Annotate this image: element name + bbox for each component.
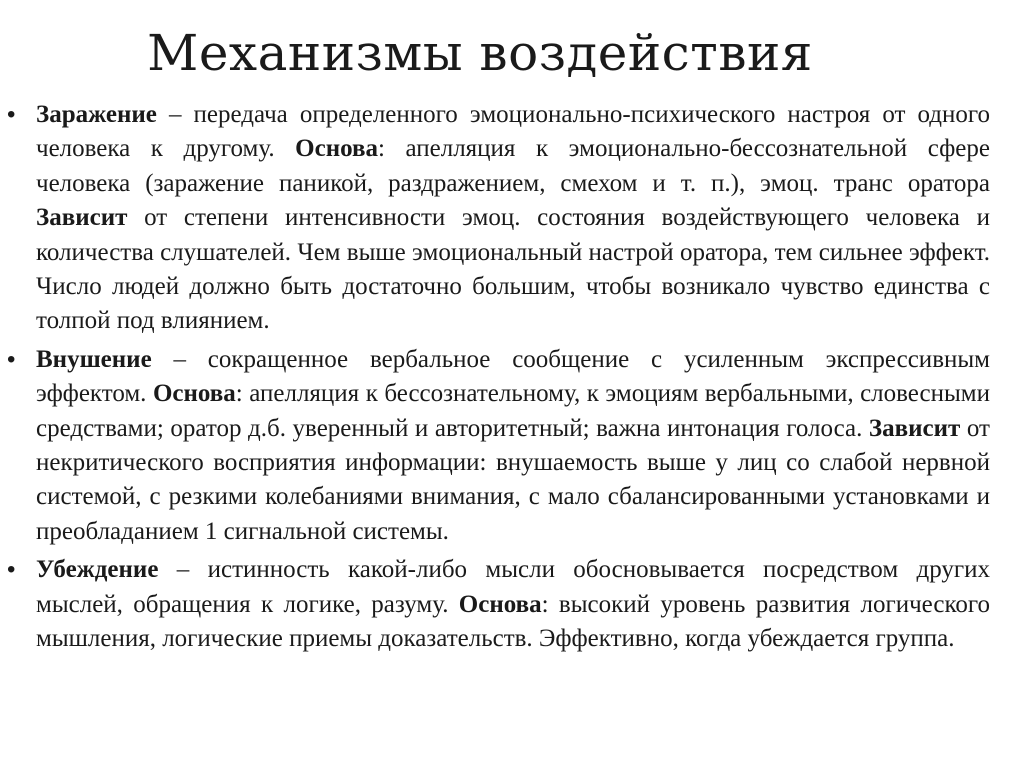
body-text: : апелляция к эмоционально-бессознательной сфере человека (заражение паникой, раздражением, смехом и т. п.), эмоц. транс оратора <box>36 135 991 197</box>
bullet-text <box>36 101 990 334</box>
keyword-term: Заражение <box>36 101 157 128</box>
body-text: от некритического восприятия информации: внушаемость выше у лиц со слабой нервной системой, с резкими колебаниями внимания, с мало сбалансированными установками и преобладанием 1 сигнальной системы. <box>36 414 990 545</box>
keyword-term: Зависит <box>868 414 961 442</box>
keyword-term: Основа <box>458 590 542 618</box>
body-text: : высокий уровень развития логического мышления, логические приемы доказательств. Эффективно, когда убеждается группа. <box>36 590 990 653</box>
bullet-list <box>0 98 1024 657</box>
bullet-dot-icon: • <box>7 345 16 373</box>
bullet-item-zarazhenie <box>0 98 1024 339</box>
bullet-item-vnushenie <box>0 343 1024 549</box>
keyword-term: Зависит <box>36 204 128 232</box>
bullet-dot-icon: • <box>7 556 16 584</box>
body-text: от степени интенсивности эмоц. состояния воздействующего человека и количества слушателей. Чем выше эмоциональный настрой оратора, тем сильнее эффект. Число людей должно быть достаточно большим, чтобы возникало чувство единства с толпой под влиянием. <box>36 204 990 335</box>
bullet-dot-icon: • <box>7 101 16 128</box>
keyword-term: Основа <box>295 135 378 163</box>
bullet-text <box>36 556 990 652</box>
body-text: – передача определенного эмоционально-психического настроя от одного человека к другому. <box>36 101 990 163</box>
bullet-text <box>36 346 990 545</box>
body-text: – сокращенное вербальное сообщение с усиленным экспрессивным эффектом. <box>36 345 990 408</box>
keyword-term: Основа <box>152 380 236 408</box>
keyword-term: Внушение <box>36 345 152 373</box>
body-text: – истинность какой-либо мысли обосновывается посредством других мыслей, обращения к логике, разуму. <box>36 556 990 618</box>
body-text: : апелляция к бессознательному, к эмоциям вербальными, словесными средствами; оратор д.б. уверенный и авторитетный; важна интонация голоса. <box>36 380 991 442</box>
slide-title: Механизмы воздействия <box>147 24 813 82</box>
bullet-item-ubezhdenie <box>0 553 1024 656</box>
keyword-term: Убеждение <box>36 556 159 584</box>
